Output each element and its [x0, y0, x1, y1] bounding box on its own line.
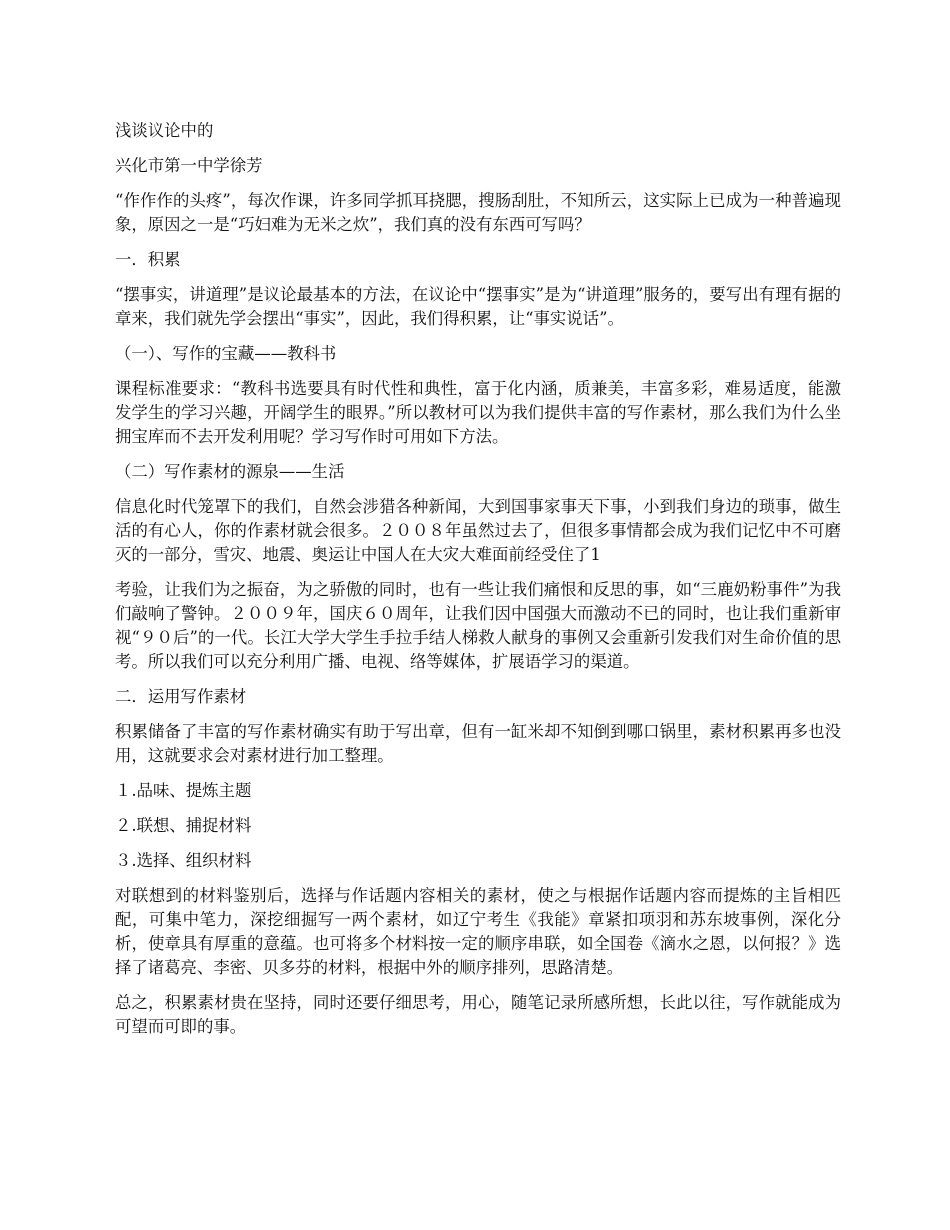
section-heading-use-material: 二．运用写作素材 [115, 687, 247, 706]
life-paragraph: 信息化时代笼罩下的我们，自然会涉猎各种新闻，大到国事家事天下事，小到我们身边的琐事，做生活的有心人，你的作素材就会很多。２００８年虽然过去了，但很多事情都会成为我们记忆中不可磨灭的一部分，雪灾、地震、奥运让中国人在大灾大难面前经受住了1 [115, 497, 841, 564]
subsection-heading-textbook: （一）、写作的宝藏——教科书 [115, 344, 337, 363]
conclusion-paragraph: 总之，积累素材贵在坚持，同时还要仔细思考，用心，随笔记录所感所想，长此以往，写作就能成为可望而可即的事。 [115, 993, 841, 1036]
list-item-organize: ３.选择、组织材料 [115, 851, 252, 870]
use-material-paragraph: 积累储备了丰富的写作素材确实有助于写出章，但有一缸米却不知倒到哪口锅里，素材积累再多也没用，这就要求会对素材进行加工整理。 [115, 722, 841, 765]
accumulate-paragraph: “摆事实，讲道理”是议论最基本的方法，在议论中“摆事实”是为“讲道理”服务的，要写出有理有据的章来，我们就先学会摆出“事实”，因此，我们得积累，让“事实说话”。 [115, 285, 841, 328]
organize-paragraph: 对联想到的材料鉴别后，选择与作话题内容相关的素材，使之与根据作话题内容而提炼的主旨相匹配，可集中笔力，深挖细掘写一两个素材，如辽宁考生《我能》章紧扣项羽和苏东坡事例，深化分析，使章具有厚重的意蕴。也可将多个材料按一定的顺序串联，如全国卷《滴水之恩，以何报？》选择了诸葛亮、李密、贝多芬的材料，根据中外的顺序排列，思路清楚。 [115, 886, 841, 977]
document-title: 浅谈议论中的 [115, 121, 214, 140]
life-paragraph-continued: 考验，让我们为之振奋，为之骄傲的同时，也有一些让我们痛恨和反思的事，如“三鹿奶粉事件”为我们敲响了警钟。２００９年，国庆６０周年，让我们因中国强大而激动不已的同时，也让我们重新审视“９０后”的一代。长江大学大学生手拉手结人梯救人献身的事例又会重新引发我们对生命价值的思考。所以我们可以充分利用广播、电视、络等媒体，扩展语学习的渠道。 [115, 580, 841, 671]
textbook-paragraph: 课程标准要求：“教科书选要具有时代性和典性，富于化内涵，质兼美，丰富多彩，难易适度，能激发学生的学习兴趣，开阔学生的眼界。”所以教材可以为我们提供丰富的写作素材，那么我们为什么坐拥宝库而不去开发利用呢？学习写作时可用如下方法。 [115, 379, 841, 446]
list-item-theme: １.品味、提炼主题 [115, 781, 252, 800]
document-author: 兴化市第一中学徐芳 [115, 156, 263, 175]
intro-paragraph: “作作作的头疼”，每次作课，许多同学抓耳挠腮，搜肠刮肚，不知所云，这实际上已成为一种普遍现象，原因之一是“巧妇难为无米之炊”，我们真的没有东西可写吗？ [115, 191, 841, 234]
subsection-heading-life: （二）写作素材的源泉——生活 [115, 462, 345, 481]
document-page [115, 119, 841, 1050]
section-heading-accumulate: 一．积累 [115, 250, 181, 269]
list-item-association: ２.联想、捕捉材料 [115, 816, 252, 835]
